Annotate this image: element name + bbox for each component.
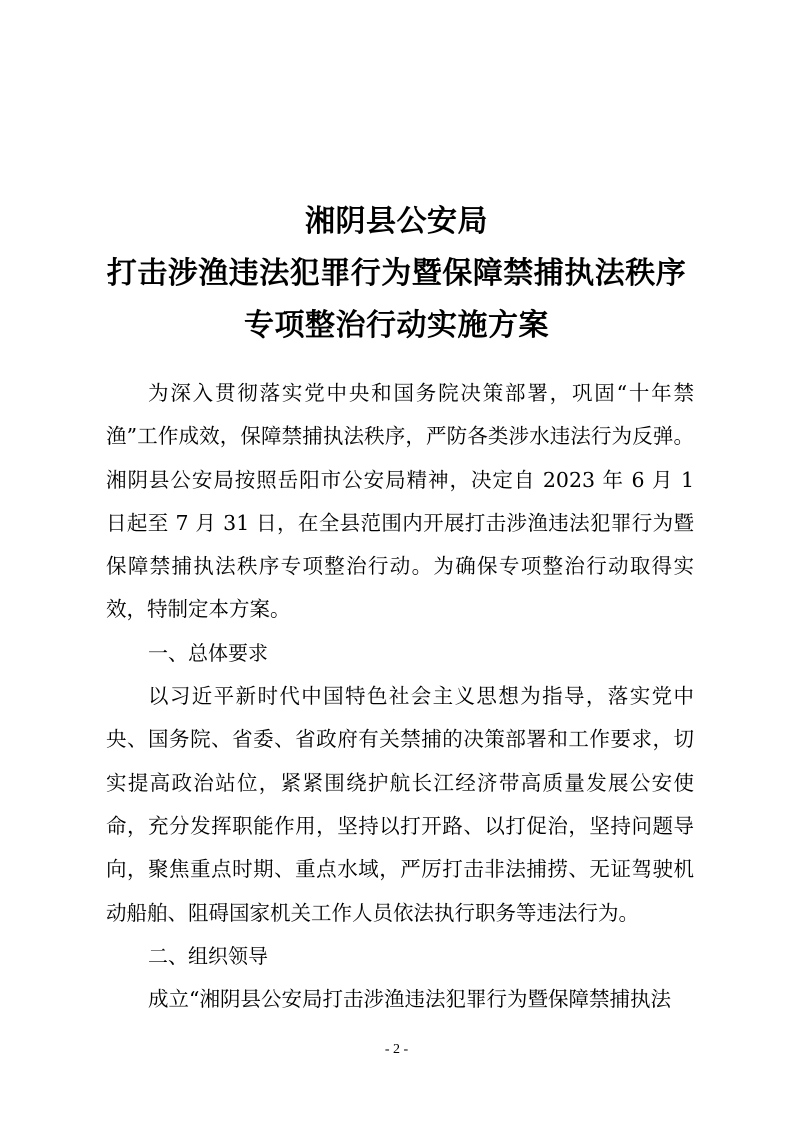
title-line-plan: 专项整治行动实施方案 bbox=[244, 308, 549, 343]
document-title bbox=[0, 196, 793, 352]
title-line-subject: 打击涉渔违法犯罪行为暨保障禁捕执法秩序 bbox=[106, 256, 687, 291]
page-number: - 2 - bbox=[384, 1042, 409, 1057]
document-body bbox=[106, 372, 694, 1021]
section-heading-general-requirements: 一、总体要求 bbox=[148, 640, 268, 665]
section-heading-organization: 二、组织领导 bbox=[148, 943, 268, 968]
intro-paragraph: 为深入贯彻落实党中央和国务院决策部署，巩固“十年禁渔”工作成效，保障禁捕执法秩序，严防各类涉水违法行为反弹。湘阴县公安局按照岳阳市公安局精神，决定自 2023 年 6 月 1 日起至 7 月 31 日，在全县范围内开展打击涉渔违法犯罪行为暨保障禁捕执法秩序专项整治行动。为确保专项整治行动取得实效，特制定本方案。 bbox=[106, 381, 694, 622]
section-paragraph-general-requirements: 以习近平新时代中国特色社会主义思想为指导，落实党中央、国务院、省委、省政府有关禁捕的决策部署和工作要求，切实提高政治站位，紧紧围绕护航长江经济带高质量发展公安使命，充分发挥职能作用，坚持以打开路、以打促治，坚持问题导向，聚焦重点时期、重点水域，严厉打击非法捕捞、无证驾驶机动船舶、阻碍国家机关工作人员依法执行职务等违法行为。 bbox=[106, 684, 694, 925]
title-line-agency: 湘阴县公安局 bbox=[305, 204, 488, 239]
section-paragraph-organization: 成立“湘阴县公安局打击涉渔违法犯罪行为暨保障禁捕执法 bbox=[148, 987, 671, 1012]
